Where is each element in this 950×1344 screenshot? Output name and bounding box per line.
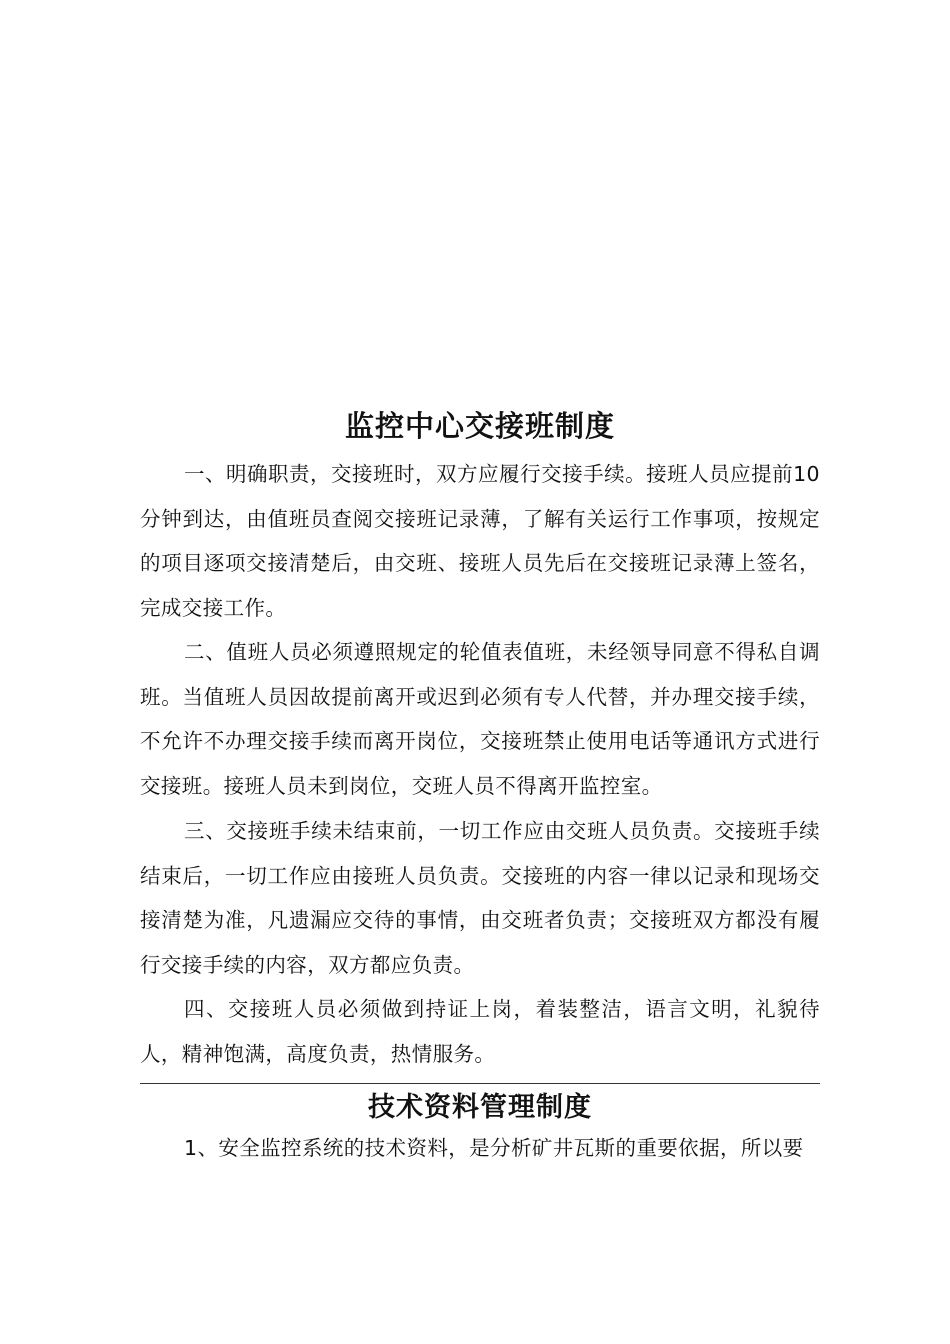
paragraph-3: 三、交接班手续未结束前，一切工作应由交班人员负责。交接班手续结束后，一切工作应由接班人员负责。交接班的内容一律以记录和现场交接清楚为准，凡遗漏应交待的事情，由交班者负责；交接班双方都没有履行交接手续的内容，双方都应负责。 — [140, 819, 820, 977]
paragraph-2: 二、值班人员必须遵照规定的轮值表值班，未经领导同意不得私自调班。当值班人员因故提前离开或迟到必须有专人代替，并办理交接手续，不允许不办理交接手续而离开岗位，交接班禁止使用电话等通讯方式进行交接班。接班人员未到岗位，交班人员不得离开监控室。 — [140, 640, 820, 798]
section-divider — [140, 1083, 820, 1084]
section-title-tech-docs: 技术资料管理制度 — [368, 1092, 592, 1123]
paragraph-1: 一、明确职责，交接班时，双方应履行交接手续。接班人员应提前10分钟到达，由值班员查阅交接班记录薄，了解有关运行工作事项，按规定的项目逐项交接清楚后，由交班、接班人员先后在交接班记录薄上签名，完成交接工作。 — [140, 462, 820, 620]
paragraph-4: 四、交接班人员必须做到持证上岗，着装整洁，语言文明，礼貌待人，精神饱满，高度负责，热情服务。 — [140, 997, 820, 1066]
paragraph-tech-1: 1、安全监控系统的技术资料，是分析矿井瓦斯的重要依据，所以要 — [184, 1136, 804, 1160]
section-title-handover: 监控中心交接班制度 — [344, 409, 615, 443]
